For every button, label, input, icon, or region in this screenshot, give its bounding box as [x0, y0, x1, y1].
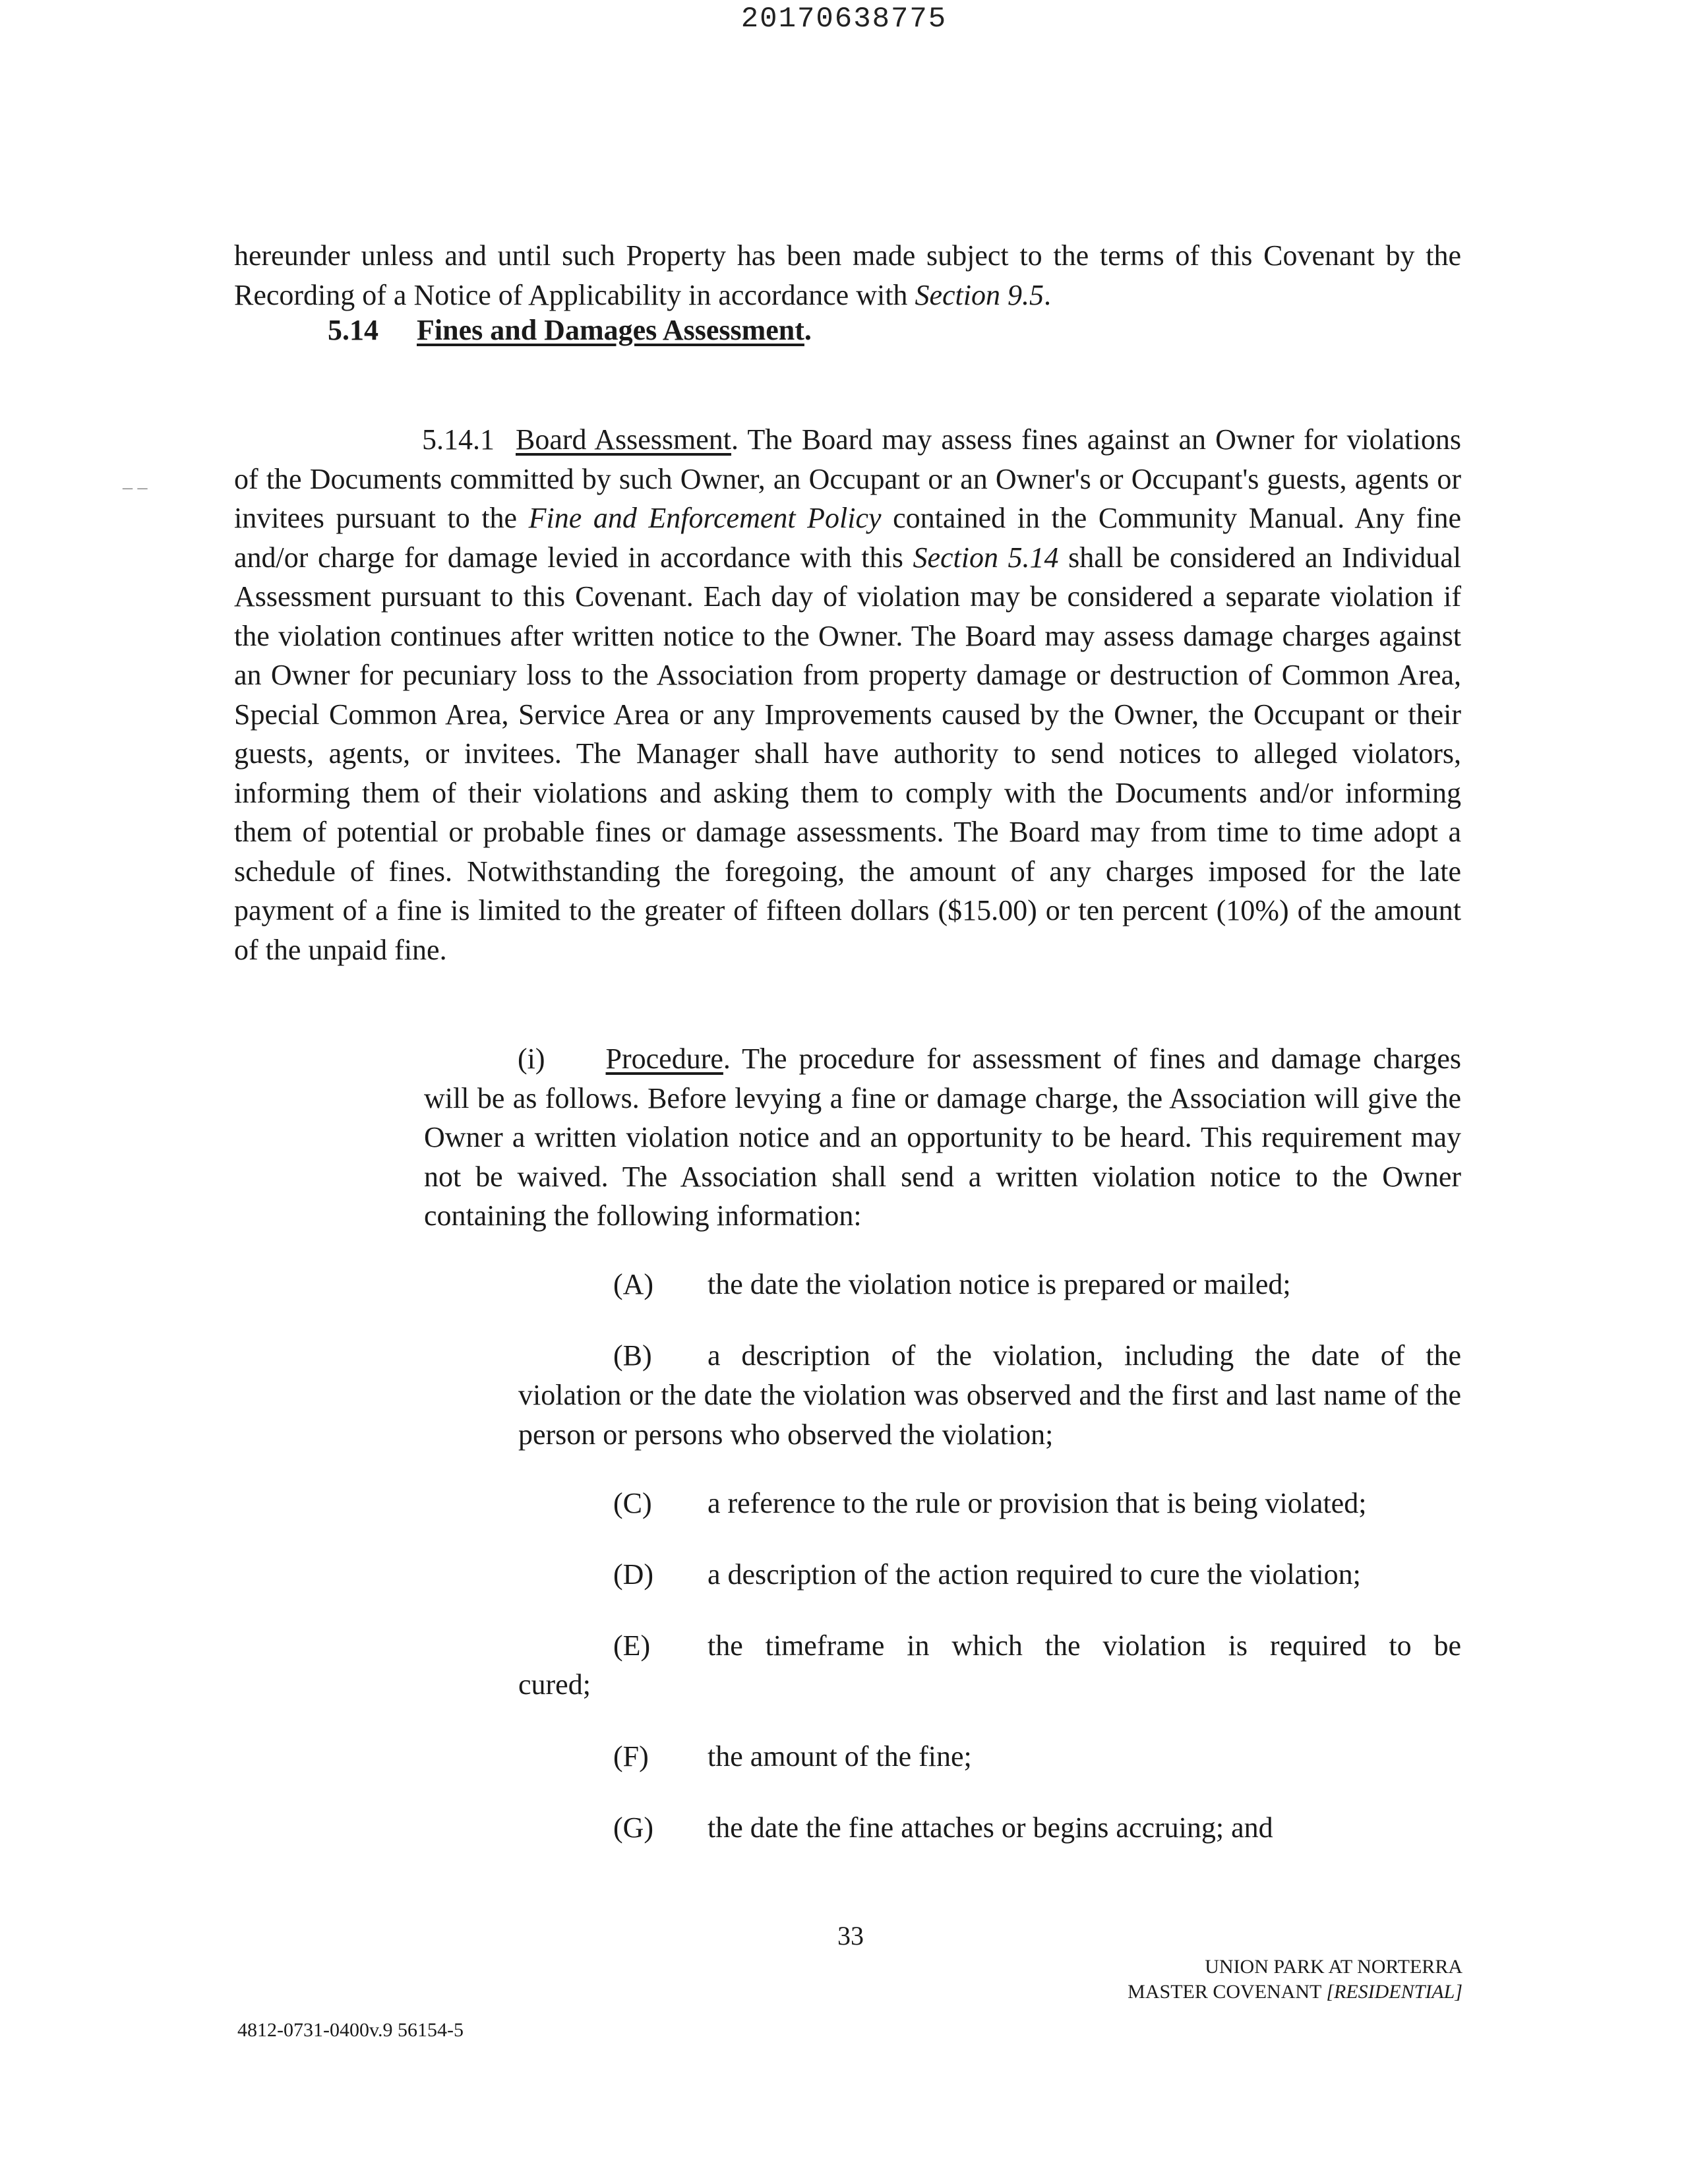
procedure-heading: Procedure: [605, 1043, 723, 1075]
item-f-text: the amount of the fine;: [708, 1740, 972, 1773]
item-g-label: (G): [613, 1811, 654, 1844]
item-b-text: a description of the violation, including the date of the: [708, 1339, 1461, 1372]
subsection-heading: Board Assessment: [516, 423, 732, 456]
continuation-text: hereunder unless and until such Property has been made subject to the terms of this Covenant by the Recording of a Notice of Applicability in accordance with: [234, 239, 1461, 311]
procedure-paragraph: [424, 1039, 1461, 1236]
item-e-text: the timeframe in which the violation is required to be: [708, 1629, 1461, 1662]
section-title: Fines and Damages Assessment: [417, 314, 804, 346]
page-number: 33: [837, 1921, 864, 1951]
procedure-heading-trail: .: [723, 1043, 731, 1075]
margin-mark: ‒ –: [123, 476, 148, 498]
document-title-line-1: UNION PARK AT NORTERRA: [1205, 1956, 1462, 1978]
item-d-label: (D): [613, 1558, 654, 1591]
item-c-label: (C): [613, 1487, 652, 1519]
subsection-number: 5.14.1: [422, 423, 495, 456]
item-b-label: (B): [613, 1339, 652, 1372]
subsection-heading-trail: .: [731, 423, 739, 456]
item-b-continuation: violation or the date the violation was observed and the first and last name of the person or persons who observed the violation;: [518, 1379, 1461, 1451]
item-f-label: (F): [613, 1740, 649, 1773]
item-a-text: the date the violation notice is prepared or mailed;: [708, 1268, 1291, 1300]
continuation-paragraph: [234, 236, 1461, 315]
document-id: 4812-0731-0400v.9 56154-5: [237, 2019, 464, 2041]
paragraph-text: contained in the Community Manual. Any fine and/or charge for damage levied in accordance with this: [234, 502, 1461, 574]
section-heading-5-14: [328, 311, 812, 350]
procedure-number: (i): [518, 1043, 545, 1075]
title-italic: [RESIDENTIAL]: [1326, 1981, 1462, 2003]
item-a-label: (A): [613, 1268, 654, 1300]
continuation-trail: .: [1043, 278, 1051, 311]
title-plain: MASTER COVENANT: [1128, 1981, 1327, 2003]
policy-reference: Fine and Enforcement Policy: [528, 502, 882, 534]
item-g-text: the date the fine attaches or begins accruing; and: [708, 1811, 1273, 1844]
section-reference: Section 5.14: [913, 541, 1059, 574]
section-number: 5.14: [328, 314, 378, 346]
item-e-continuation: cured;: [518, 1668, 591, 1701]
paragraph-text: shall be considered an Individual Assessment pursuant to this Covenant. Each day of violation may be considered a separate violation if the violation continues after written notice to the Owner. The Board may assess damage charges against an Owner for pecuniary loss to the Association from property damage or destruction of Common Area, Special Common Area, Service Area or any Improvements caused by the Owner, the Occupant or their guests, agents, or invitees. The Manager shall have authority to send notices to alleged violators, informing them of their violations and asking them to comply with the Documents and/or informing them of potential or probable fines or damage assessments. The Board may from time to time adopt a schedule of fines. Notwithstanding the foregoing, the amount of any charges imposed for the late payment of a fine is limited to the greater of fifteen dollars ($15.00) or ten percent (10%) of the amount of the unpaid fine.: [234, 541, 1461, 966]
section-title-trail: .: [804, 314, 812, 346]
item-e-label: (E): [613, 1629, 651, 1662]
item-d-text: a description of the action required to cure the violation;: [708, 1558, 1361, 1591]
board-assessment-paragraph: [234, 420, 1461, 969]
item-c-text: a reference to the rule or provision that is being violated;: [708, 1487, 1367, 1519]
recording-number: 20170638775: [740, 3, 948, 36]
section-reference: Section 9.5: [915, 278, 1044, 311]
document-title-line-2: [1128, 1980, 1462, 2005]
procedure-text: The procedure for assessment of fines and damage charges will be as follows. Before levying a fine or damage charge, the Association will give the Owner a written violation notice and an opportunity to be heard. This requirement may not be waived. The Association shall send a written violation notice to the Owner containing the following information:: [424, 1043, 1461, 1232]
paragraph-text: The Board may assess fines against an Owner for violations of the Documents committed by such Owner, an Occupant or an Owner's or Occupant's guests, agents or invitees pursuant to the: [234, 423, 1461, 534]
